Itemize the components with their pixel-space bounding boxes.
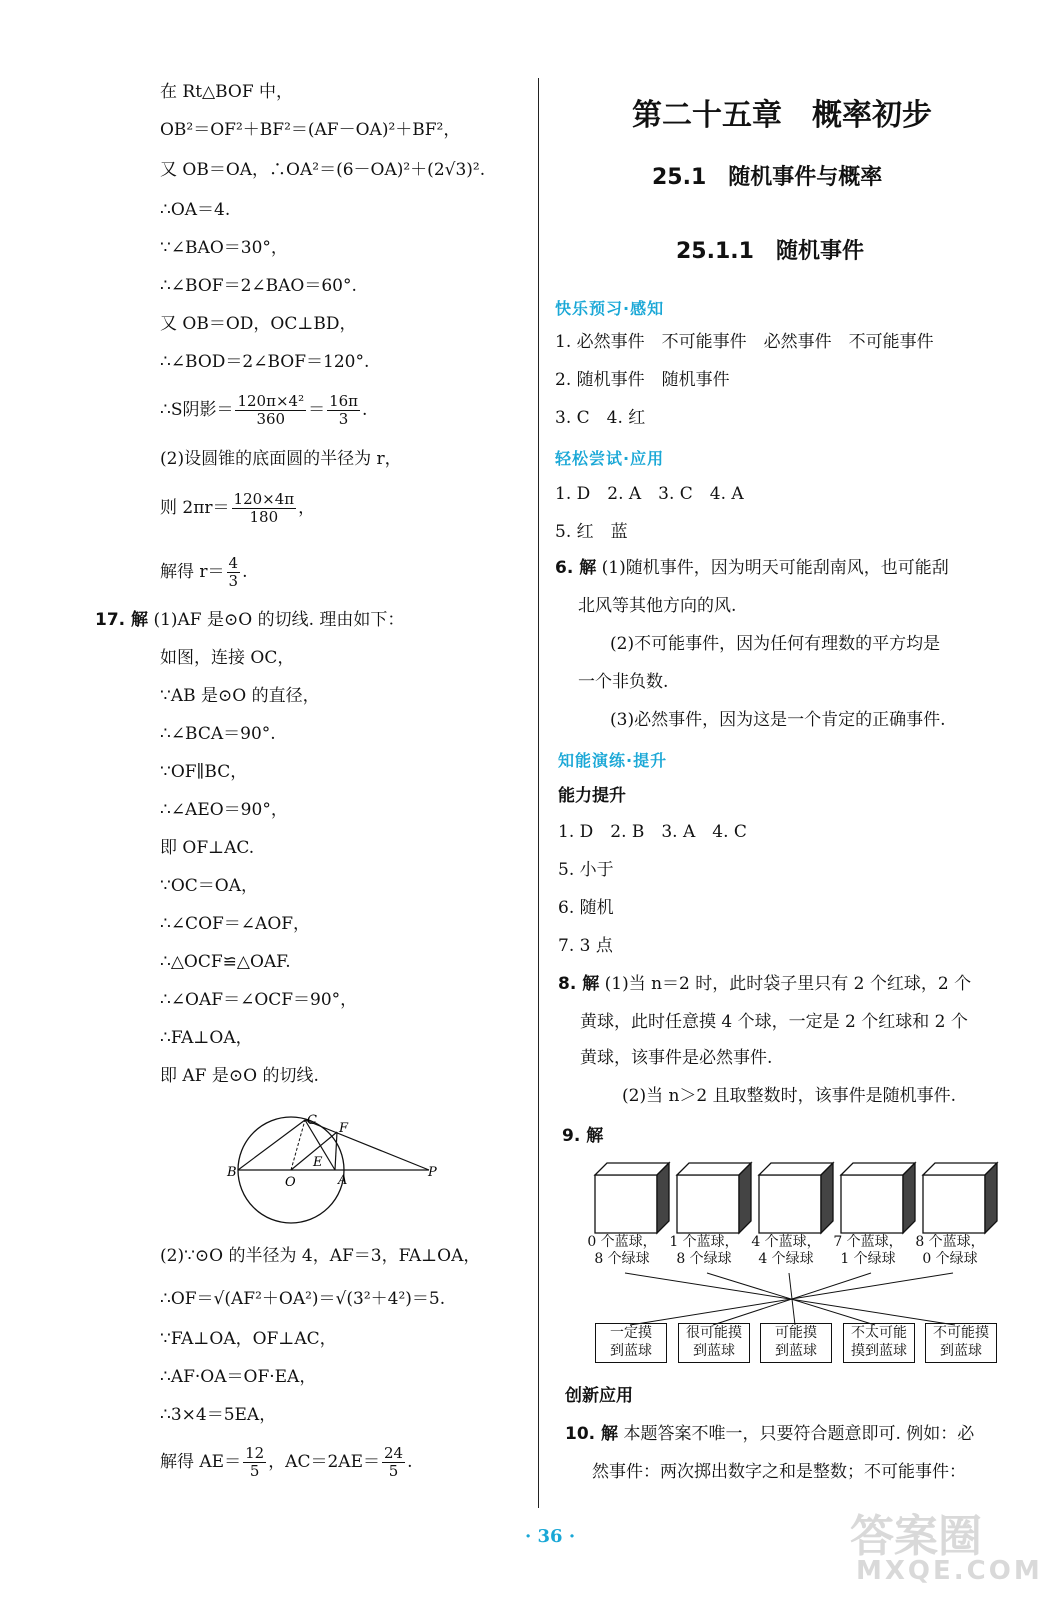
text-line: 5. 红 蓝 xyxy=(555,522,628,542)
text-line: (2)∵⊙O 的半径为 4，AF＝3，FA⊥OA， xyxy=(160,1246,481,1266)
text-line: (2)不可能事件，因为任何有理数的平方均是 xyxy=(610,634,941,654)
label-p: P xyxy=(428,1165,437,1180)
text-line: 又 OB＝OA，∴OA²＝(6－OA)²＋(2√3)². xyxy=(160,160,486,180)
text-line: ∴∠AEO＝90°， xyxy=(160,800,288,820)
cube-label: 8 个蓝球， 0 个绿球 xyxy=(915,1234,985,1267)
text-line: 2. 随机事件 随机事件 xyxy=(555,370,730,390)
text-line: ∵FA⊥OA，OF⊥AC， xyxy=(160,1329,337,1349)
text-line: 1. 必然事件 不可能事件 必然事件 不可能事件 xyxy=(555,332,934,352)
label-c: C xyxy=(307,1113,317,1128)
line-cp xyxy=(305,1120,429,1170)
text-line: ∴△OCF≌△OAF. xyxy=(160,952,291,972)
text-line: ∴∠COF＝∠AOF， xyxy=(160,914,311,934)
subheading-ability: 能力提升 xyxy=(558,786,626,806)
circle-tangent-figure xyxy=(225,1110,455,1230)
subsection-title: 25.1.1 随机事件 xyxy=(676,239,864,264)
outcome-box: 可能摸 到蓝球 xyxy=(760,1323,832,1363)
text-line: 6. 随机 xyxy=(558,898,614,918)
text-line: 5. 小于 xyxy=(558,860,614,880)
area-formula: ∴S阴影＝ $\frac{\text{120π×4²}}{360}$ ＝ $\frac{16\pi}{3}$ . xyxy=(160,392,368,428)
text-line: ∴OA＝4. xyxy=(160,200,231,220)
ae-result: 解得 AE＝ $\frac{12}{5}$ ，AC＝2AE＝ $\frac{24}{5}$ . xyxy=(160,1444,413,1480)
text-line: 即 OF⊥AC. xyxy=(160,838,255,858)
question-8: 8. 解 (1)当 n＝2 时，此时袋子里只有 2 个红球，2 个 xyxy=(558,974,972,994)
text-line: 然事件：两次掷出数字之和是整数；不可能事件： xyxy=(592,1462,966,1482)
connection-lines xyxy=(625,1273,955,1325)
question-6: 6. 解 (1)随机事件，因为明天可能刮南风，也可能刮 xyxy=(555,558,949,578)
label-b: B xyxy=(227,1165,237,1180)
cube-label: 4 个蓝球， 4 个绿球 xyxy=(751,1234,821,1267)
outcome-box: 不太可能 摸到蓝球 xyxy=(843,1323,915,1363)
page-number: · 36 · xyxy=(525,1526,576,1547)
text-line: 在 Rt△BOF 中， xyxy=(160,82,294,102)
text-line: 1. D 2. A 3. C 4. A xyxy=(555,484,744,504)
line-oc xyxy=(291,1120,305,1170)
text-line: 黄球，此时任意摸 4 个球，一定是 2 个红球和 2 个 xyxy=(580,1012,968,1032)
radius-result: 解得 r＝ $\frac{4}{3}$ . xyxy=(160,554,248,590)
watermark-url: MXQE.COM xyxy=(856,1556,1043,1586)
text-line: ∵AB 是⊙O 的直径， xyxy=(160,686,320,706)
text-line: 又 OB＝OD，OC⊥BD， xyxy=(160,314,357,334)
question-9: 9. 解 xyxy=(562,1126,604,1146)
label-e: E xyxy=(313,1155,323,1170)
question-10: 10. 解 本题答案不唯一，只要符合题意即可. 例如：必 xyxy=(565,1424,975,1444)
column-divider xyxy=(538,78,539,1508)
text-line: ∵∠BAO＝30°， xyxy=(160,238,288,258)
text-line: 即 AF 是⊙O 的切线. xyxy=(160,1066,319,1086)
line-fa xyxy=(335,1132,337,1170)
cone-formula: 则 2πr＝ $\frac{120\times 4\pi}{180}$ ， xyxy=(160,490,316,526)
text-line: 一个非负数. xyxy=(578,672,669,692)
text-line: ∴∠BCA＝90°. xyxy=(160,724,276,744)
cube xyxy=(841,1163,915,1233)
section-label-practice: 知能演练·提升 xyxy=(558,751,668,770)
label-f: F xyxy=(339,1121,349,1136)
text-line: ∵OF∥BC， xyxy=(160,762,248,782)
text-line: 北风等其他方向的风. xyxy=(578,596,737,616)
text-line: 如图，连接 OC， xyxy=(160,648,295,668)
text-line: (2)当 n＞2 且取整数时，该事件是随机事件. xyxy=(622,1086,957,1106)
text-line: ∴∠OAF＝∠OCF＝90°， xyxy=(160,990,358,1010)
text-line: (3)必然事件，因为这是一个肯定的正确事件. xyxy=(610,710,946,730)
chapter-title: 第二十五章 概率初步 xyxy=(632,98,932,133)
text-line: 3. C 4. 红 xyxy=(555,408,646,428)
question-17: 17. 解 (1)AF 是⊙O 的切线. 理由如下： xyxy=(95,610,405,630)
section-label-try: 轻松尝试·应用 xyxy=(555,449,665,468)
outcome-box: 不可能摸 到蓝球 xyxy=(925,1323,997,1363)
text-line: (2)设圆锥的底面圆的半径为 r， xyxy=(160,449,402,469)
subheading-innovation: 创新应用 xyxy=(565,1386,633,1406)
label-a: A xyxy=(338,1173,348,1188)
text-line: ∴∠BOD＝2∠BOF＝120°. xyxy=(160,352,370,372)
text-line: 黄球，该事件是必然事件. xyxy=(580,1048,773,1068)
text-line: 7. 3 点 xyxy=(558,936,613,956)
cube xyxy=(677,1163,751,1233)
cube-label: 0 个蓝球， 8 个绿球 xyxy=(587,1234,657,1267)
text-line: ∴OF＝√(AF²＋OA²)＝√(3²＋4²)＝5. xyxy=(160,1289,446,1309)
section-title: 25.1 随机事件与概率 xyxy=(652,165,883,190)
text-line: ∴AF·OA＝OF·EA， xyxy=(160,1367,317,1387)
cube xyxy=(923,1163,997,1233)
outcome-box: 一定摸 到蓝球 xyxy=(595,1323,667,1363)
cube-label: 7 个蓝球， 1 个绿球 xyxy=(833,1234,903,1267)
line-cb xyxy=(238,1120,305,1170)
text-line: OB²＝OF²＋BF²＝(AF－OA)²＋BF²， xyxy=(160,120,461,140)
outcome-box: 很可能摸 到蓝球 xyxy=(678,1323,750,1363)
text-line: ∴FA⊥OA， xyxy=(160,1028,253,1048)
cube xyxy=(595,1163,669,1233)
text-line: 1. D 2. B 3. A 4. C xyxy=(558,822,747,842)
text-line: ∵OC＝OA， xyxy=(160,876,258,896)
watermark-logo: 答案圈 xyxy=(850,1511,982,1562)
label-o: O xyxy=(285,1175,296,1190)
cube xyxy=(759,1163,833,1233)
text-line: ∴3×4＝5EA， xyxy=(160,1405,277,1425)
text-line: ∴∠BOF＝2∠BAO＝60°. xyxy=(160,276,357,296)
section-label-preview: 快乐预习·感知 xyxy=(555,299,665,318)
cube-label: 1 个蓝球， 8 个绿球 xyxy=(669,1234,739,1267)
